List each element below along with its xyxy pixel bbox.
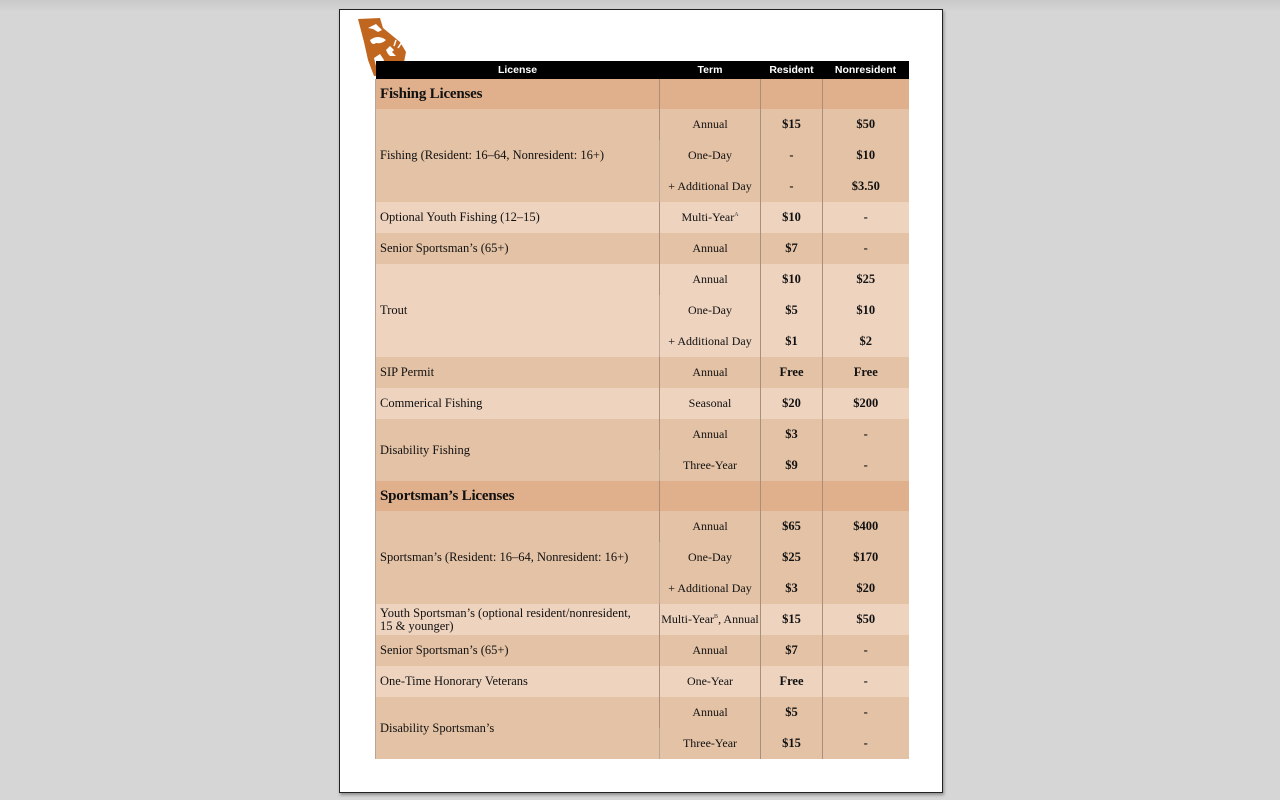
license-term: Annual [660,264,761,295]
license-term: Annual [660,419,761,450]
resident-fee: $15 [761,604,823,635]
table-row [376,666,909,697]
table-row [376,604,909,635]
resident-fee: - [761,171,823,202]
nonresident-fee: - [823,666,909,697]
license-term: Annual [660,233,761,264]
footnote-marker: B [714,614,719,620]
license-term: Annual [660,109,761,140]
license-term: + Additional Day [660,573,761,604]
section-row-fishing [376,79,909,109]
resident-fee: $5 [761,697,823,728]
table-row [376,511,909,542]
nonresident-fee: $2 [823,326,909,357]
license-term: Annual [660,511,761,542]
header-license: License [376,61,660,79]
table-row [376,202,909,233]
nonresident-fee: $10 [823,295,909,326]
header-nonresident: Nonresident [823,61,909,79]
license-name: Optional Youth Fishing (12–15) [376,202,660,233]
nonresident-fee: - [823,728,909,759]
table-row [376,264,909,295]
table-row [376,697,909,728]
nonresident-fee: $50 [823,109,909,140]
header-resident: Resident [761,61,823,79]
resident-fee: $20 [761,388,823,419]
nonresident-fee: $400 [823,511,909,542]
table-row [376,635,909,666]
resident-fee: $3 [761,573,823,604]
license-name: Trout [376,264,660,357]
license-term: Three-Year [660,450,761,481]
resident-fee: - [761,140,823,171]
table-row [376,388,909,419]
resident-fee: $7 [761,233,823,264]
nonresident-fee: $25 [823,264,909,295]
nonresident-fee: $10 [823,140,909,171]
license-name: Youth Sportsman’s (optional resident/nonresident, 15 & younger) [376,604,660,635]
nonresident-fee: - [823,697,909,728]
resident-fee: $9 [761,450,823,481]
nonresident-fee: $170 [823,542,909,573]
license-term: Annual [660,635,761,666]
document-page[interactable] [339,9,943,793]
license-name: Senior Sportsman’s (65+) [376,635,660,666]
resident-fee: $5 [761,295,823,326]
license-term: Multi-Year$^B$, Annual [660,604,761,635]
license-term: One-Day [660,140,761,171]
license-name: Senior Sportsman’s (65+) [376,233,660,264]
resident-fee: $3 [761,419,823,450]
license-term: + Additional Day [660,326,761,357]
resident-fee: Free [761,666,823,697]
table-header-row [376,61,909,79]
license-term: One-Day [660,295,761,326]
license-name: Disability Sportsman’s [376,697,660,759]
license-name: Disability Fishing [376,419,660,481]
license-term: + Additional Day [660,171,761,202]
resident-fee: $15 [761,109,823,140]
nonresident-fee: $50 [823,604,909,635]
license-term: Multi-Year$^A$ [660,202,761,233]
resident-fee: $10 [761,264,823,295]
resident-fee: $15 [761,728,823,759]
license-name: Fishing (Resident: 16–64, Nonresident: 16+) [376,109,660,202]
resident-fee: Free [761,357,823,388]
nonresident-fee: $3.50 [823,171,909,202]
resident-fee: $7 [761,635,823,666]
nonresident-fee: $200 [823,388,909,419]
nonresident-fee: - [823,635,909,666]
resident-fee: $25 [761,542,823,573]
license-term: Seasonal [660,388,761,419]
header-term: Term [660,61,761,79]
table-row [376,419,909,450]
resident-fee: $1 [761,326,823,357]
nonresident-fee: $20 [823,573,909,604]
resident-fee: $10 [761,202,823,233]
license-term: One-Day [660,542,761,573]
nonresident-fee: - [823,450,909,481]
nonresident-fee: - [823,419,909,450]
footnote-marker: A [734,212,739,218]
resident-fee: $65 [761,511,823,542]
license-term: Annual [660,697,761,728]
license-term: Annual [660,357,761,388]
table-row [376,109,909,140]
license-name: Sportsman’s (Resident: 16–64, Nonresident: 16+) [376,511,660,604]
license-name: One-Time Honorary Veterans [376,666,660,697]
license-fee-table [375,61,909,759]
license-name: SIP Permit [376,357,660,388]
license-name: Commerical Fishing [376,388,660,419]
nonresident-fee: Free [823,357,909,388]
section-title: Fishing Licenses [376,79,660,109]
section-title: Sportsman’s Licenses [376,481,660,511]
table-row [376,233,909,264]
license-term: One-Year [660,666,761,697]
nonresident-fee: - [823,233,909,264]
table-row [376,357,909,388]
section-row-sportsman [376,481,909,511]
nonresident-fee: - [823,202,909,233]
license-term: Three-Year [660,728,761,759]
